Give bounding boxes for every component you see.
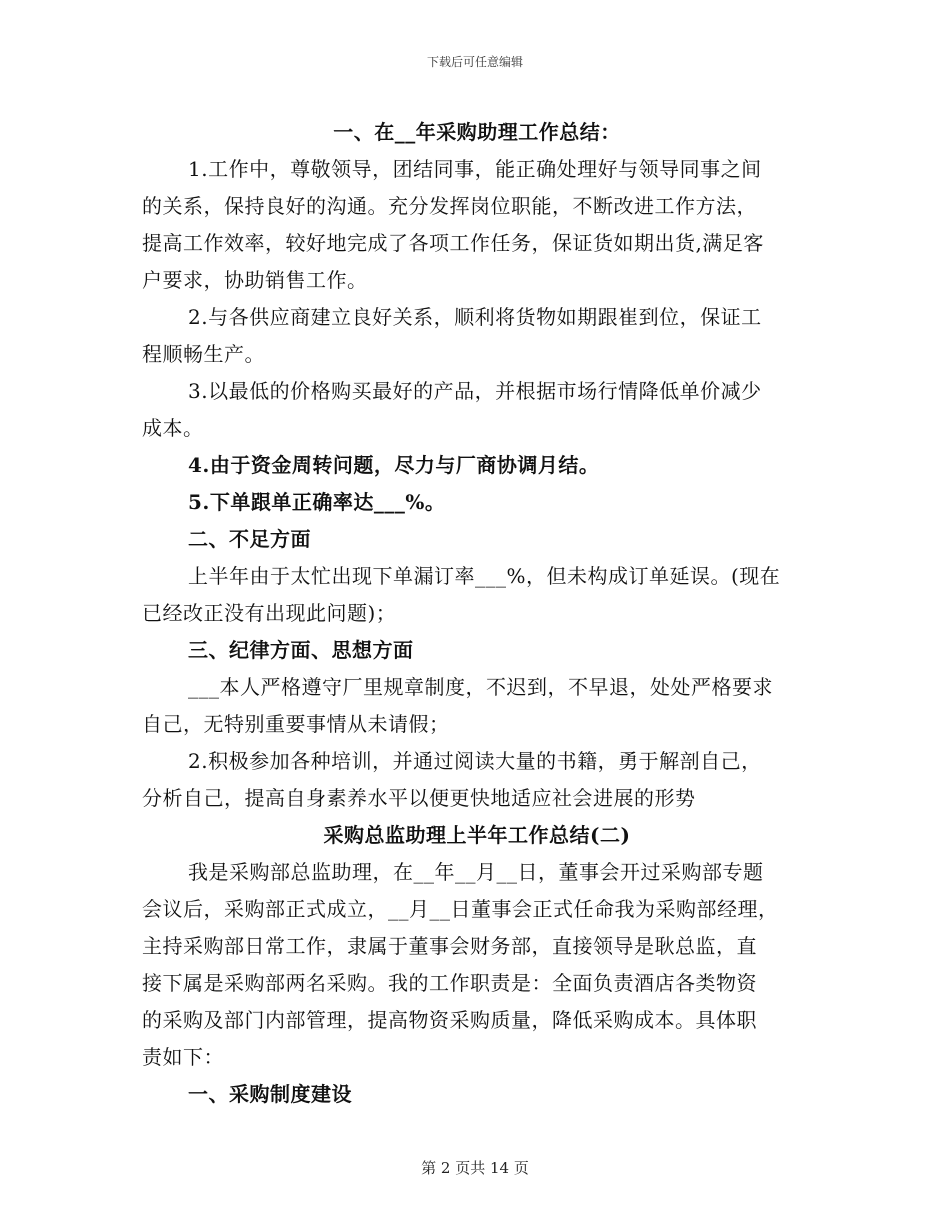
section-heading: 二、不足方面 bbox=[188, 527, 311, 551]
paragraph-line: 会议后，采购部正式成立，__月__日董事会正式任命我为采购部经理， bbox=[142, 897, 779, 921]
paragraph-line: 接下属是采购部两名采购。我的工作职责是：全面负责酒店各类物资 bbox=[142, 971, 757, 995]
paragraph-line: 的采购及部门内部管理，提高物资采购质量，降低采购成本。具体职 bbox=[142, 1008, 757, 1032]
paragraph-line: ___本人严格遵守厂里规章制度，不迟到，不早退，处处严格要求 bbox=[188, 675, 773, 699]
section-heading: 一、采购制度建设 bbox=[188, 1082, 352, 1106]
paragraph-line: 自己，无特别重要事情从未请假； bbox=[142, 712, 450, 736]
paragraph-line: 提高工作效率，较好地完成了各项工作任务，保证货如期出货,满足客 bbox=[142, 231, 764, 255]
paragraph-line: 4.由于资金周转问题，尽力与厂商协调月结。 bbox=[188, 453, 600, 477]
paragraph-line: 成本。 bbox=[142, 416, 204, 440]
paragraph-line: 程顺畅生产。 bbox=[142, 342, 265, 366]
paragraph-line: 上半年由于太忙出现下单漏订率___%，但未构成订单延误。(现在 bbox=[188, 564, 781, 588]
page-header: 下载后可任意编辑 bbox=[426, 55, 523, 69]
paragraph-line: 的关系，保持良好的沟通。充分发挥岗位职能，不断改进工作方法， bbox=[142, 194, 757, 218]
paragraph-line: 5.下单跟单正确率达___%。 bbox=[188, 490, 446, 514]
document-body bbox=[142, 114, 812, 1113]
paragraph-line: 责如下： bbox=[142, 1045, 224, 1069]
paragraph-line: 分析自己，提高自身素养水平以便更快地适应社会进展的形势 bbox=[142, 786, 696, 810]
paragraph-line: 我是采购部总监助理，在__年__月__日，董事会开过采购部专题 bbox=[188, 860, 764, 884]
paragraph-line: 3.以最低的价格购买最好的产品，并根据市场行情降低单价减少 bbox=[188, 379, 762, 403]
document-title: 采购总监助理上半年工作总结(二) bbox=[323, 823, 631, 847]
paragraph-line: 主持采购部日常工作，隶属于董事会财务部，直接领导是耿总监，直 bbox=[142, 934, 757, 958]
paragraph-line: 2.与各供应商建立良好关系，顺利将货物如期跟崔到位，保证工 bbox=[188, 305, 762, 329]
paragraph-line: 户要求，协助销售工作。 bbox=[142, 268, 368, 292]
paragraph-line: 已经改正没有出现此问题)； bbox=[142, 601, 397, 625]
paragraph-line: 2.积极参加各种培训，并通过阅读大量的书籍，勇于解剖自己， bbox=[188, 749, 762, 773]
section-heading: 三、纪律方面、思想方面 bbox=[188, 638, 414, 662]
page-footer: 第 2 页共 14 页 bbox=[421, 1159, 529, 1177]
section-heading: 一、在__年采购助理工作总结： bbox=[333, 120, 621, 144]
paragraph-line: 1.工作中，尊敬领导，团结同事，能正确处理好与领导同事之间 bbox=[188, 157, 762, 181]
